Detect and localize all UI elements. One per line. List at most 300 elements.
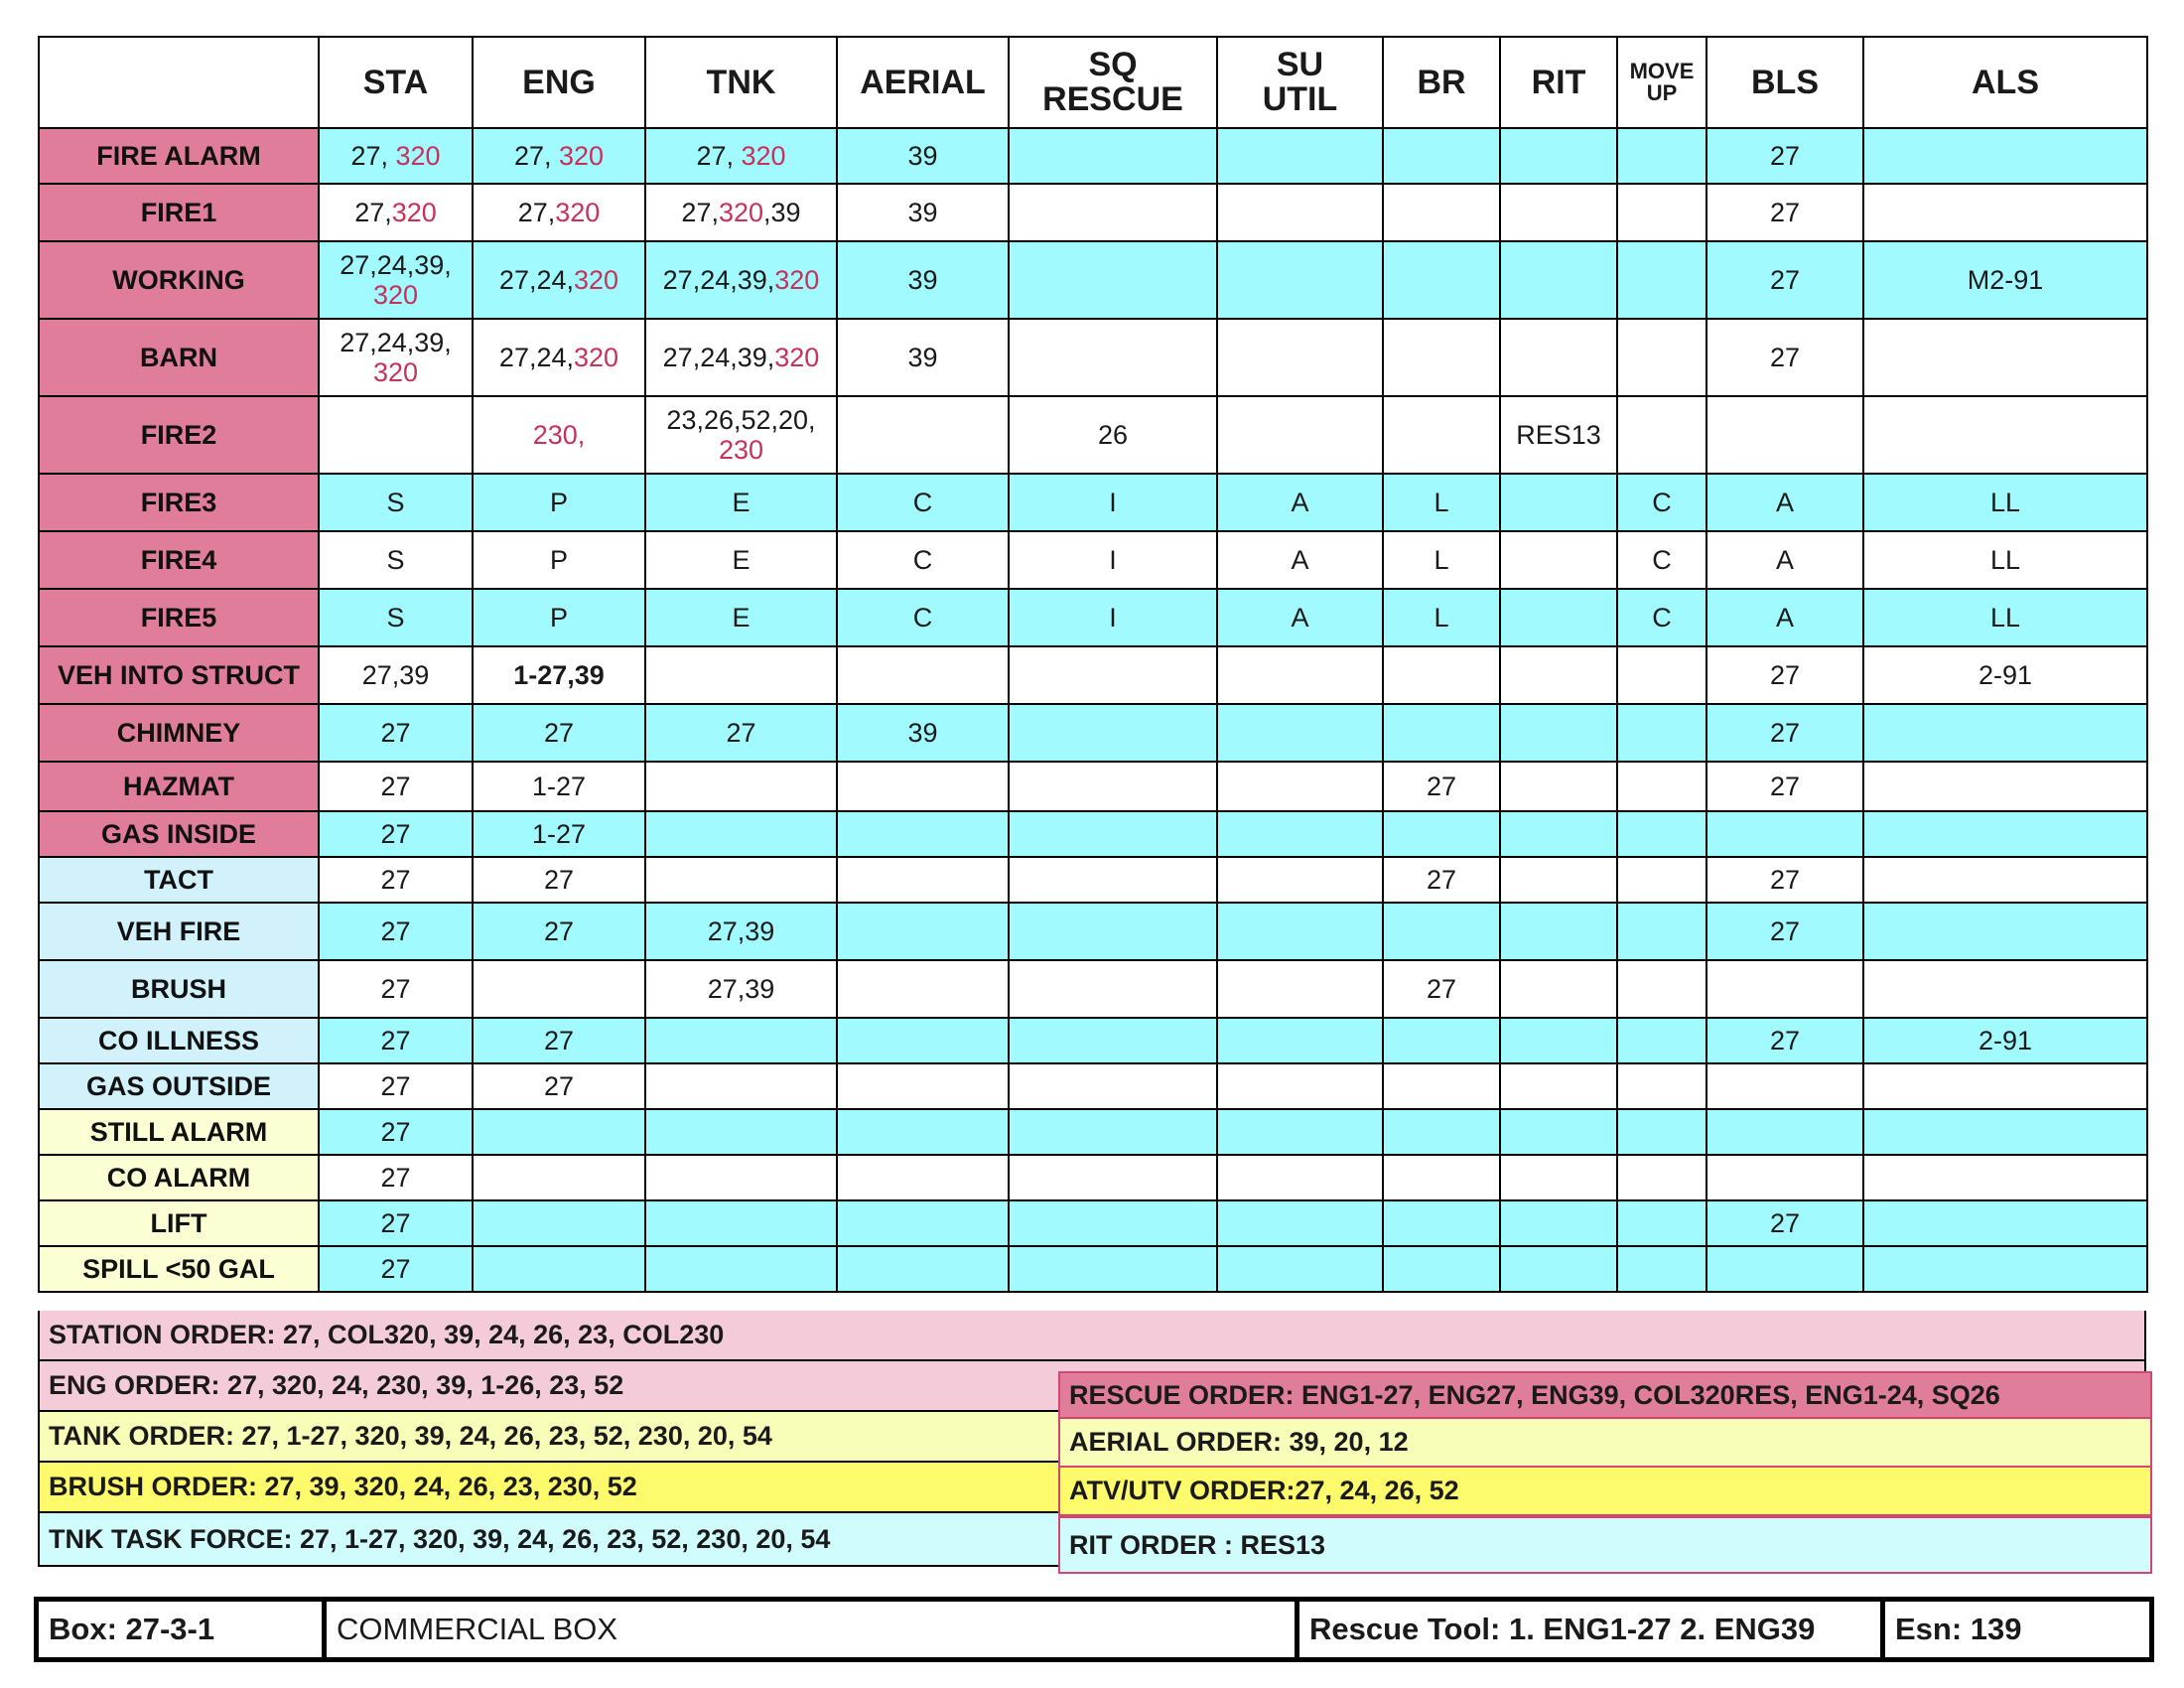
cell-sta: S xyxy=(319,589,473,646)
unit-number-highlight: 230 xyxy=(718,435,764,465)
cell-als xyxy=(1863,704,2147,762)
eng-order: ENG ORDER: 27, 320, 24, 230, 39, 1-26, 23, 52 xyxy=(38,1361,2146,1412)
cell-als xyxy=(1863,396,2147,474)
cell-aerial: C xyxy=(837,531,1009,589)
col-header-tnk: TNK xyxy=(645,37,837,128)
table-row xyxy=(39,1018,2147,1063)
cell-rit: RES13 xyxy=(1500,396,1617,474)
cell-tnk xyxy=(645,1155,837,1200)
row-label: FIRE2 xyxy=(39,396,319,474)
cell-als: LL xyxy=(1863,531,2147,589)
cell-sq-rescue xyxy=(1009,241,1217,319)
cell-bls: 27 xyxy=(1706,704,1863,762)
box-number: Box: 27-3-1 xyxy=(39,1602,327,1657)
atv-utv-order: ATV/UTV ORDER:27, 24, 26, 52 xyxy=(1058,1468,2152,1516)
cell-aerial: 39 xyxy=(837,319,1009,396)
cell-rit xyxy=(1500,811,1617,857)
cell-als xyxy=(1863,1109,2147,1155)
unit-number: 27,24,39, xyxy=(662,265,775,295)
cell-sta xyxy=(319,241,473,319)
row-label: BARN xyxy=(39,319,319,396)
cell-sq-rescue xyxy=(1009,1200,1217,1246)
cell-bls: 27 xyxy=(1706,1018,1863,1063)
rescue-order: RESCUE ORDER: ENG1-27, ENG27, ENG39, COL320RES, ENG1-24, SQ26 xyxy=(1058,1371,2152,1419)
cell-move-up xyxy=(1617,1018,1706,1063)
cell-move-up xyxy=(1617,184,1706,241)
cell-br xyxy=(1383,241,1500,319)
cell-sq-rescue xyxy=(1009,1155,1217,1200)
cell-su-util xyxy=(1217,1246,1383,1292)
cell-sta: S xyxy=(319,531,473,589)
aerial-order: AERIAL ORDER: 39, 20, 12 xyxy=(1058,1419,2152,1468)
cell-als xyxy=(1863,319,2147,396)
cell-tnk: 27,39 xyxy=(645,960,837,1018)
cell-sq-rescue xyxy=(1009,128,1217,184)
cell-bls xyxy=(1706,1246,1863,1292)
cell-br: 27 xyxy=(1383,857,1500,903)
cell-move-up xyxy=(1617,1246,1706,1292)
table-row xyxy=(39,241,2147,319)
row-label: TACT xyxy=(39,857,319,903)
unit-number-highlight: 320 xyxy=(395,141,441,171)
cell-sta xyxy=(319,184,473,241)
cell-bls xyxy=(1706,1155,1863,1200)
row-label: VEH FIRE xyxy=(39,903,319,960)
unit-number-highlight: 320 xyxy=(718,198,764,227)
cell-move-up xyxy=(1617,1109,1706,1155)
cell-eng xyxy=(473,1109,645,1155)
cell-als xyxy=(1863,762,2147,811)
cell-br xyxy=(1383,704,1500,762)
corner-cell xyxy=(39,37,319,128)
rit-order: RIT ORDER : RES13 xyxy=(1058,1516,2152,1574)
cell-rit xyxy=(1500,184,1617,241)
cell-sta: 27 xyxy=(319,1063,473,1109)
cell-als: LL xyxy=(1863,589,2147,646)
cell-br xyxy=(1383,811,1500,857)
box-footer xyxy=(34,1597,2154,1662)
row-label: FIRE4 xyxy=(39,531,319,589)
cell-br xyxy=(1383,396,1500,474)
cell-su-util xyxy=(1217,396,1383,474)
unit-number-highlight: 320 xyxy=(574,265,619,295)
table-row xyxy=(39,128,2147,184)
row-label: FIRE ALARM xyxy=(39,128,319,184)
cell-sta xyxy=(319,396,473,474)
unit-number-highlight: 320 xyxy=(558,141,605,171)
column-header-row xyxy=(39,37,2147,128)
table-row xyxy=(39,396,2147,474)
col-header-move-up: MOVE UP xyxy=(1617,37,1706,128)
cell-br xyxy=(1383,128,1500,184)
col-header-br: BR xyxy=(1383,37,1500,128)
cell-als xyxy=(1863,960,2147,1018)
cell-als xyxy=(1863,184,2147,241)
cell-su-util xyxy=(1217,241,1383,319)
cell-rit xyxy=(1500,1109,1617,1155)
row-label: GAS INSIDE xyxy=(39,811,319,857)
cell-sq-rescue xyxy=(1009,857,1217,903)
cell-bls xyxy=(1706,396,1863,474)
cell-sq-rescue xyxy=(1009,762,1217,811)
unit-number: 27, xyxy=(350,141,396,171)
cell-eng: 1-27 xyxy=(473,762,645,811)
cell-bls: 27 xyxy=(1706,184,1863,241)
cell-sq-rescue xyxy=(1009,903,1217,960)
table-row xyxy=(39,184,2147,241)
cell-br xyxy=(1383,1246,1500,1292)
cell-rit xyxy=(1500,1155,1617,1200)
cell-br xyxy=(1383,903,1500,960)
cell-br xyxy=(1383,1155,1500,1200)
cell-aerial xyxy=(837,1018,1009,1063)
row-label: CHIMNEY xyxy=(39,704,319,762)
cell-sq-rescue: 26 xyxy=(1009,396,1217,474)
col-header-eng: ENG xyxy=(473,37,645,128)
cell-eng: P xyxy=(473,474,645,531)
table-row xyxy=(39,1246,2147,1292)
row-label: HAZMAT xyxy=(39,762,319,811)
cell-br: L xyxy=(1383,531,1500,589)
row-label: CO ALARM xyxy=(39,1155,319,1200)
cell-sq-rescue xyxy=(1009,704,1217,762)
cell-bls: 27 xyxy=(1706,762,1863,811)
unit-number: 27, xyxy=(696,141,742,171)
cell-sq-rescue xyxy=(1009,646,1217,704)
col-header-als: ALS xyxy=(1863,37,2147,128)
cell-aerial xyxy=(837,1200,1009,1246)
cell-su-util xyxy=(1217,1018,1383,1063)
cell-move-up xyxy=(1617,903,1706,960)
cell-aerial xyxy=(837,960,1009,1018)
unit-number-highlight: 320 xyxy=(774,265,820,295)
unit-number-highlight: 320 xyxy=(372,357,419,387)
cell-sq-rescue: I xyxy=(1009,531,1217,589)
cell-rit xyxy=(1500,1200,1617,1246)
unit-number-highlight: 320 xyxy=(741,141,786,171)
table-row xyxy=(39,474,2147,531)
cell-eng: 1-27 xyxy=(473,811,645,857)
cell-aerial xyxy=(837,1155,1009,1200)
cell-move-up xyxy=(1617,646,1706,704)
cell-su-util: A xyxy=(1217,474,1383,531)
table-row xyxy=(39,1155,2147,1200)
row-label: STILL ALARM xyxy=(39,1109,319,1155)
row-label: SPILL <50 GAL xyxy=(39,1246,319,1292)
cell-eng: 27 xyxy=(473,903,645,960)
cell-als xyxy=(1863,128,2147,184)
cell-als xyxy=(1863,1200,2147,1246)
cell-rit xyxy=(1500,960,1617,1018)
cell-sq-rescue: I xyxy=(1009,589,1217,646)
cell-sta: 27 xyxy=(319,1109,473,1155)
cell-br: 27 xyxy=(1383,762,1500,811)
cell-aerial xyxy=(837,646,1009,704)
cell-rit xyxy=(1500,903,1617,960)
cell-sta: 27 xyxy=(319,811,473,857)
cell-su-util xyxy=(1217,811,1383,857)
cell-als xyxy=(1863,857,2147,903)
cell-sq-rescue xyxy=(1009,184,1217,241)
table-row xyxy=(39,704,2147,762)
cell-eng: P xyxy=(473,589,645,646)
table-row xyxy=(39,1063,2147,1109)
cell-move-up: C xyxy=(1617,589,1706,646)
cell-eng xyxy=(473,646,645,704)
cell-eng xyxy=(473,1246,645,1292)
cell-su-util: A xyxy=(1217,531,1383,589)
cell-aerial xyxy=(837,1063,1009,1109)
unit-number: ,39 xyxy=(763,198,801,227)
cell-rit xyxy=(1500,531,1617,589)
table-row xyxy=(39,903,2147,960)
unit-number-highlight: 320 xyxy=(372,280,419,310)
cell-eng: 27 xyxy=(473,1018,645,1063)
cell-tnk xyxy=(645,811,837,857)
unit-number: 27,24,39, xyxy=(340,250,452,280)
cell-move-up xyxy=(1617,704,1706,762)
cell-eng: 27 xyxy=(473,1063,645,1109)
unit-number: 27,24, xyxy=(498,343,574,372)
table-row xyxy=(39,857,2147,903)
cell-sq-rescue xyxy=(1009,960,1217,1018)
cell-br: L xyxy=(1383,589,1500,646)
cell-rit xyxy=(1500,704,1617,762)
cell-tnk xyxy=(645,1246,837,1292)
cell-su-util xyxy=(1217,704,1383,762)
cell-sta: 27 xyxy=(319,704,473,762)
cell-su-util: A xyxy=(1217,589,1383,646)
cell-sta: S xyxy=(319,474,473,531)
cell-sta xyxy=(319,128,473,184)
row-label: VEH INTO STRUCT xyxy=(39,646,319,704)
cell-tnk: 27,39 xyxy=(645,903,837,960)
cell-tnk xyxy=(645,184,837,241)
cell-br xyxy=(1383,646,1500,704)
cell-br xyxy=(1383,1109,1500,1155)
cell-tnk xyxy=(645,319,837,396)
cell-eng xyxy=(473,184,645,241)
unit-number: 27, xyxy=(513,141,559,171)
cell-move-up xyxy=(1617,1063,1706,1109)
call-type-rows xyxy=(39,128,2147,1292)
table-row xyxy=(39,762,2147,811)
cell-sta: 27 xyxy=(319,903,473,960)
cell-su-util xyxy=(1217,184,1383,241)
cell-tnk: 27 xyxy=(645,704,837,762)
cell-rit xyxy=(1500,319,1617,396)
cell-bls xyxy=(1706,960,1863,1018)
cell-sq-rescue xyxy=(1009,319,1217,396)
cell-move-up xyxy=(1617,811,1706,857)
cell-eng xyxy=(473,241,645,319)
cell-bls: A xyxy=(1706,474,1863,531)
unit-number: 27, xyxy=(681,198,719,227)
cell-su-util xyxy=(1217,762,1383,811)
cell-move-up xyxy=(1617,319,1706,396)
cell-rit xyxy=(1500,128,1617,184)
table-row xyxy=(39,646,2147,704)
cell-tnk: E xyxy=(645,531,837,589)
tank-order: TANK ORDER: 27, 1-27, 320, 39, 24, 26, 23, 52, 230, 20, 54 xyxy=(38,1412,1062,1463)
unit-number: 27, xyxy=(354,198,392,227)
cell-bls: 27 xyxy=(1706,857,1863,903)
cell-sq-rescue xyxy=(1009,1109,1217,1155)
col-header-sta: STA xyxy=(319,37,473,128)
cell-su-util xyxy=(1217,903,1383,960)
cell-tnk xyxy=(645,1018,837,1063)
cell-bls: A xyxy=(1706,531,1863,589)
cell-aerial xyxy=(837,396,1009,474)
cell-als xyxy=(1863,811,2147,857)
cell-aerial xyxy=(837,762,1009,811)
cell-tnk xyxy=(645,128,837,184)
cell-su-util xyxy=(1217,1155,1383,1200)
cell-tnk xyxy=(645,241,837,319)
cell-bls xyxy=(1706,811,1863,857)
cell-aerial xyxy=(837,1246,1009,1292)
unit-number: 23,26,52,20, xyxy=(666,405,816,435)
cell-br: L xyxy=(1383,474,1500,531)
rescue-tool: Rescue Tool: 1. ENG1-27 2. ENG39 xyxy=(1299,1602,1885,1657)
cell-rit xyxy=(1500,1063,1617,1109)
cell-bls: 27 xyxy=(1706,1200,1863,1246)
cell-eng xyxy=(473,960,645,1018)
cell-su-util xyxy=(1217,319,1383,396)
cell-sq-rescue xyxy=(1009,1063,1217,1109)
cell-tnk xyxy=(645,762,837,811)
cell-aerial: C xyxy=(837,589,1009,646)
cell-rit xyxy=(1500,762,1617,811)
cell-tnk: E xyxy=(645,474,837,531)
cell-eng: 27 xyxy=(473,857,645,903)
row-label: FIRE5 xyxy=(39,589,319,646)
cell-aerial: 39 xyxy=(837,241,1009,319)
cell-als: 2-91 xyxy=(1863,1018,2147,1063)
row-label: CO ILLNESS xyxy=(39,1018,319,1063)
cell-rit xyxy=(1500,241,1617,319)
table-row xyxy=(39,1200,2147,1246)
cell-eng xyxy=(473,1200,645,1246)
cell-br xyxy=(1383,1018,1500,1063)
cell-tnk xyxy=(645,1200,837,1246)
table-row xyxy=(39,811,2147,857)
cell-su-util xyxy=(1217,1109,1383,1155)
cell-als xyxy=(1863,903,2147,960)
cell-move-up xyxy=(1617,857,1706,903)
col-header-aerial: AERIAL xyxy=(837,37,1009,128)
cell-eng xyxy=(473,319,645,396)
cell-aerial xyxy=(837,857,1009,903)
cell-eng xyxy=(473,128,645,184)
cell-sta: 27 xyxy=(319,762,473,811)
row-label: LIFT xyxy=(39,1200,319,1246)
unit-number: 27,24,39, xyxy=(662,343,775,372)
cell-su-util xyxy=(1217,857,1383,903)
cell-br xyxy=(1383,1200,1500,1246)
cell-tnk xyxy=(645,1063,837,1109)
col-header-su-util: SU UTIL xyxy=(1217,37,1383,128)
unit-number: 27,24,39, xyxy=(340,328,452,357)
run-card-table xyxy=(38,36,2148,1293)
table-row xyxy=(39,319,2147,396)
cell-tnk xyxy=(645,396,837,474)
cell-su-util xyxy=(1217,960,1383,1018)
unit-number: 27,24, xyxy=(498,265,574,295)
cell-aerial xyxy=(837,1109,1009,1155)
row-label: FIRE1 xyxy=(39,184,319,241)
row-label: BRUSH xyxy=(39,960,319,1018)
table-row xyxy=(39,531,2147,589)
cell-eng: 27 xyxy=(473,704,645,762)
table-row xyxy=(39,960,2147,1018)
box-title: COMMERCIAL BOX xyxy=(327,1602,1299,1657)
cell-sta: 27 xyxy=(319,1018,473,1063)
cell-bls: 27 xyxy=(1706,319,1863,396)
cell-br xyxy=(1383,319,1500,396)
cell-br xyxy=(1383,1063,1500,1109)
cell-sta: 27 xyxy=(319,960,473,1018)
cell-aerial: 39 xyxy=(837,704,1009,762)
row-label: WORKING xyxy=(39,241,319,319)
cell-als xyxy=(1863,1246,2147,1292)
cell-sq-rescue: I xyxy=(1009,474,1217,531)
unit-number-highlight: 320 xyxy=(774,343,820,372)
cell-su-util xyxy=(1217,646,1383,704)
unit-number: 27, xyxy=(517,198,556,227)
col-header-sq-rescue: SQ RESCUE xyxy=(1009,37,1217,128)
cell-aerial: C xyxy=(837,474,1009,531)
cell-su-util xyxy=(1217,1063,1383,1109)
cell-su-util xyxy=(1217,128,1383,184)
cell-sq-rescue xyxy=(1009,811,1217,857)
cell-move-up: C xyxy=(1617,474,1706,531)
cell-aerial: 39 xyxy=(837,128,1009,184)
cell-bls: 27 xyxy=(1706,903,1863,960)
cell-br: 27 xyxy=(1383,960,1500,1018)
row-label: FIRE3 xyxy=(39,474,319,531)
cell-move-up: C xyxy=(1617,531,1706,589)
cell-sta: 27 xyxy=(319,1200,473,1246)
cell-sq-rescue xyxy=(1009,1018,1217,1063)
cell-tnk xyxy=(645,1109,837,1155)
cell-br xyxy=(1383,184,1500,241)
cell-sta xyxy=(319,319,473,396)
cell-eng: P xyxy=(473,531,645,589)
col-header-bls: BLS xyxy=(1706,37,1863,128)
cell-bls xyxy=(1706,1063,1863,1109)
cell-aerial xyxy=(837,903,1009,960)
cell-move-up xyxy=(1617,1200,1706,1246)
cell-aerial: 39 xyxy=(837,184,1009,241)
esn-number: Esn: 139 xyxy=(1895,1612,2022,1646)
cell-su-util xyxy=(1217,1200,1383,1246)
cell-rit xyxy=(1500,857,1617,903)
tnk-task-force-order: TNK TASK FORCE: 27, 1-27, 320, 39, 24, 26, 23, 52, 230, 20, 54 xyxy=(38,1513,1062,1567)
cell-aerial xyxy=(837,811,1009,857)
cell-rit xyxy=(1500,1246,1617,1292)
cell-move-up xyxy=(1617,960,1706,1018)
cell-sta: 27 xyxy=(319,1155,473,1200)
cell-tnk: E xyxy=(645,589,837,646)
station-order: STATION ORDER: 27, COL320, 39, 24, 26, 23, COL230 xyxy=(38,1311,2146,1361)
cell-move-up xyxy=(1617,241,1706,319)
col-header-rit: RIT xyxy=(1500,37,1617,128)
cell-sta: 27 xyxy=(319,857,473,903)
cell-move-up xyxy=(1617,1155,1706,1200)
cell-bls xyxy=(1706,1109,1863,1155)
cell-move-up xyxy=(1617,396,1706,474)
